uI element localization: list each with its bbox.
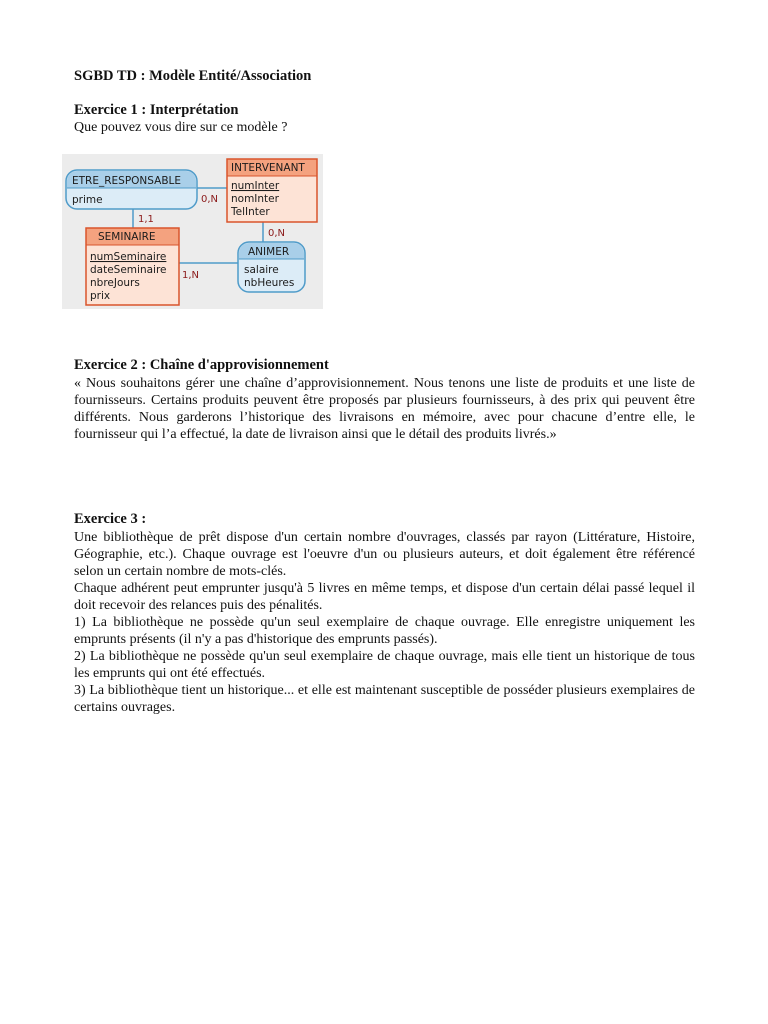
exercise2-heading: Exercice 2 : Chaîne d'approvisionnement [74, 357, 329, 373]
exercise3-heading: Exercice 3 : [74, 511, 147, 527]
exercise3-case-2: 2) La bibliothèque ne possède qu'un seul exemplaire de chaque ouvrage, mais elle tient un historique de tous les emprunts qui ont été effectués. [74, 649, 695, 681]
exercise2-paragraph: « Nous souhaitons gérer une chaîne d’approvisionnement. Nous tenons une liste de produits et une liste de fournisseurs. Certains produits peuvent être proposés par plusieurs fournisseurs, à des prix qui peuvent être différents. Nous garderons l’historique des livraisons en mémoire, avec pour chacune d’entre elle, le fournisseur qui l’a effectué, la date de livraison ainsi que le détail des produits livrés.» [74, 376, 695, 442]
association-animer [238, 242, 305, 292]
entity-seminaire-attr-numseminaire: numSeminaire [90, 251, 167, 263]
entity-seminaire-name: SEMINAIRE [98, 231, 156, 243]
exercise3-text [74, 529, 695, 716]
entity-seminaire [86, 228, 179, 305]
entity-intervenant-name: INTERVENANT [231, 162, 305, 174]
exercise3-paragraph-intro: Une bibliothèque de prêt dispose d'un certain nombre d'ouvrages, classés par rayon (Littérature, Histoire, Géographie, etc.). Chaque ouvrage est l'oeuvre d'un ou plusieurs auteurs, et doit également être référencé selon un certain nombre de mots-clés. [74, 530, 695, 579]
exercise1-heading: Exercice 1 : Interprétation [74, 102, 239, 118]
assoc-animer-attr-salaire: salaire [244, 264, 279, 276]
cardinality-intervenant-animer: 0,N [268, 228, 286, 239]
exercise2-text [74, 375, 695, 443]
er-diagram [62, 154, 323, 309]
entity-intervenant-attr-numinter: numInter [231, 180, 280, 192]
entity-seminaire-attr-nbrejours: nbreJours [90, 277, 140, 289]
entity-intervenant-attr-nominter: nomInter [231, 193, 279, 205]
cardinality-seminaire-animer: 1,N [182, 270, 200, 281]
assoc-animer-name: ANIMER [248, 246, 290, 258]
association-etre-responsable [66, 170, 197, 209]
entity-seminaire-attr-prix: prix [90, 290, 111, 302]
cardinality-resp-seminaire: 1,1 [138, 214, 154, 225]
assoc-resp-name: ETRE_RESPONSABLE [72, 175, 182, 187]
exercise3-case-1: 1) La bibliothèque ne possède qu'un seul exemplaire de chaque ouvrage. Elle enregistre uniquement les emprunts présents (il n'y a pas d'historique des emprunts passés). [74, 615, 695, 647]
er-diagram-svg [62, 154, 323, 309]
entity-intervenant-attr-telinter: TelInter [231, 206, 270, 218]
exercise3-paragraph-adherent: Chaque adhérent peut emprunter jusqu'à 5 livres en même temps, et dispose d'un certain délai passé lequel il doit recevoir des relances puis des pénalités. [74, 581, 695, 613]
assoc-resp-attr-prime: prime [72, 194, 103, 206]
exercise1-question: Que pouvez vous dire sur ce modèle ? [74, 120, 288, 135]
document-title: SGBD TD : Modèle Entité/Association [74, 68, 312, 84]
exercise3-case-3: 3) La bibliothèque tient un historique... et elle est maintenant susceptible de posséder plusieurs exemplaires de certains ouvrages. [74, 683, 695, 715]
assoc-animer-attr-nbheures: nbHeures [244, 277, 295, 289]
cardinality-resp-intervenant: 0,N [201, 194, 219, 205]
entity-intervenant [227, 159, 317, 222]
entity-seminaire-attr-dateseminaire: dateSeminaire [90, 264, 167, 276]
